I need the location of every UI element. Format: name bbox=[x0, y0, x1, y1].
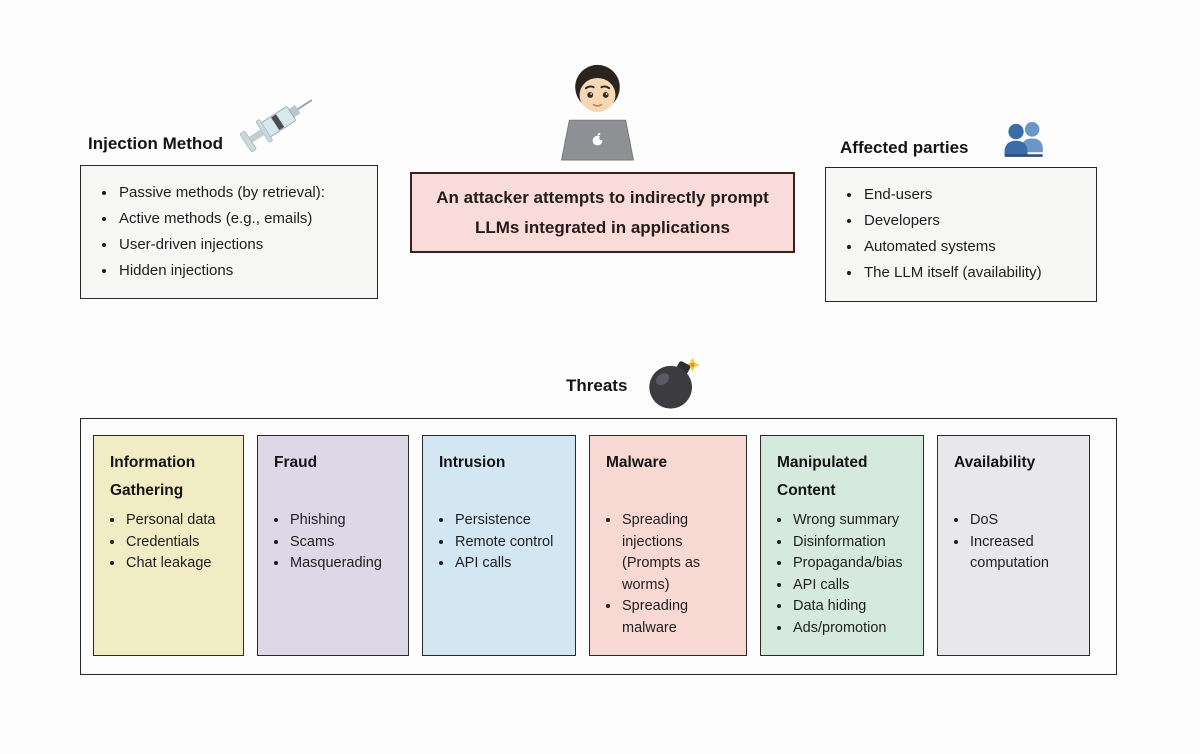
list-item: • Persistence bbox=[454, 510, 571, 532]
threat-card-fraud bbox=[257, 435, 409, 656]
affected-parties-title: Affected parties bbox=[840, 138, 969, 157]
attacker-text: An attacker attempts to indirectly prompt LLMs integrated in applications bbox=[436, 187, 769, 237]
list-item: • Developers bbox=[862, 208, 1090, 234]
list-item: • Wrong summary bbox=[792, 510, 919, 532]
list-item: • Passive methods (by retrieval): bbox=[117, 180, 371, 206]
list-item: • Scams bbox=[289, 532, 404, 554]
threat-card-title: Malware bbox=[606, 454, 668, 471]
threat-card-title: Manipulated Content bbox=[777, 454, 868, 499]
affected-parties-panel bbox=[825, 167, 1097, 302]
list-item: • Data hiding bbox=[792, 596, 919, 618]
threat-card-title: Information Gathering bbox=[110, 454, 196, 499]
list-item: • Spreading injections (Prompts as worms) bbox=[621, 510, 742, 596]
list-item: • Increased computation bbox=[969, 532, 1085, 575]
threat-card-title: Intrusion bbox=[439, 454, 506, 471]
threat-cards-row bbox=[93, 435, 1090, 656]
list-item: • Automated systems bbox=[862, 234, 1090, 260]
threat-card-list bbox=[954, 510, 1085, 575]
list-item: • The LLM itself (availability) bbox=[862, 260, 1090, 286]
list-item: • Active methods (e.g., emails) bbox=[117, 206, 371, 232]
attacker-box bbox=[410, 172, 795, 253]
threats-title: Threats bbox=[566, 376, 628, 395]
threat-card-information-gathering bbox=[93, 435, 244, 656]
bomb-icon bbox=[645, 354, 702, 411]
threat-card-list bbox=[606, 510, 742, 639]
threat-card-list bbox=[439, 510, 571, 575]
list-item: • User-driven injections bbox=[117, 232, 371, 258]
affected-parties-list bbox=[826, 182, 1090, 286]
list-item: • Hidden injections bbox=[117, 258, 371, 284]
list-item: • Credentials bbox=[125, 532, 239, 554]
list-item: • Phishing bbox=[289, 510, 404, 532]
busts-in-silhouette-icon bbox=[1003, 117, 1049, 160]
list-item: • Ads/promotion bbox=[792, 618, 919, 640]
list-item: • API calls bbox=[792, 575, 919, 597]
injection-method-panel bbox=[80, 165, 378, 299]
list-item: • Propaganda/bias bbox=[792, 553, 919, 575]
threat-card-availability bbox=[937, 435, 1090, 656]
list-item: • API calls bbox=[454, 553, 571, 575]
list-item: • DoS bbox=[969, 510, 1085, 532]
syringe-icon bbox=[226, 74, 329, 170]
threat-card-intrusion bbox=[422, 435, 576, 656]
threat-card-list bbox=[110, 510, 239, 575]
list-item: • Masquerading bbox=[289, 553, 404, 575]
threat-card-malware bbox=[589, 435, 747, 656]
list-item: • Chat leakage bbox=[125, 553, 239, 575]
list-item: • End-users bbox=[862, 182, 1090, 208]
man-technologist-icon bbox=[549, 60, 646, 161]
threat-card-manipulated-content bbox=[760, 435, 924, 656]
threat-card-list bbox=[274, 510, 404, 575]
injection-method-list bbox=[81, 180, 371, 284]
threat-card-title: Fraud bbox=[274, 454, 318, 471]
injection-method-title: Injection Method bbox=[88, 134, 224, 153]
threats-container bbox=[80, 418, 1117, 675]
list-item: • Disinformation bbox=[792, 532, 919, 554]
list-item: • Personal data bbox=[125, 510, 239, 532]
list-item: • Spreading malware bbox=[621, 596, 742, 639]
threat-card-title: Availability bbox=[954, 454, 1036, 471]
threat-card-list bbox=[777, 510, 919, 639]
list-item: • Remote control bbox=[454, 532, 571, 554]
